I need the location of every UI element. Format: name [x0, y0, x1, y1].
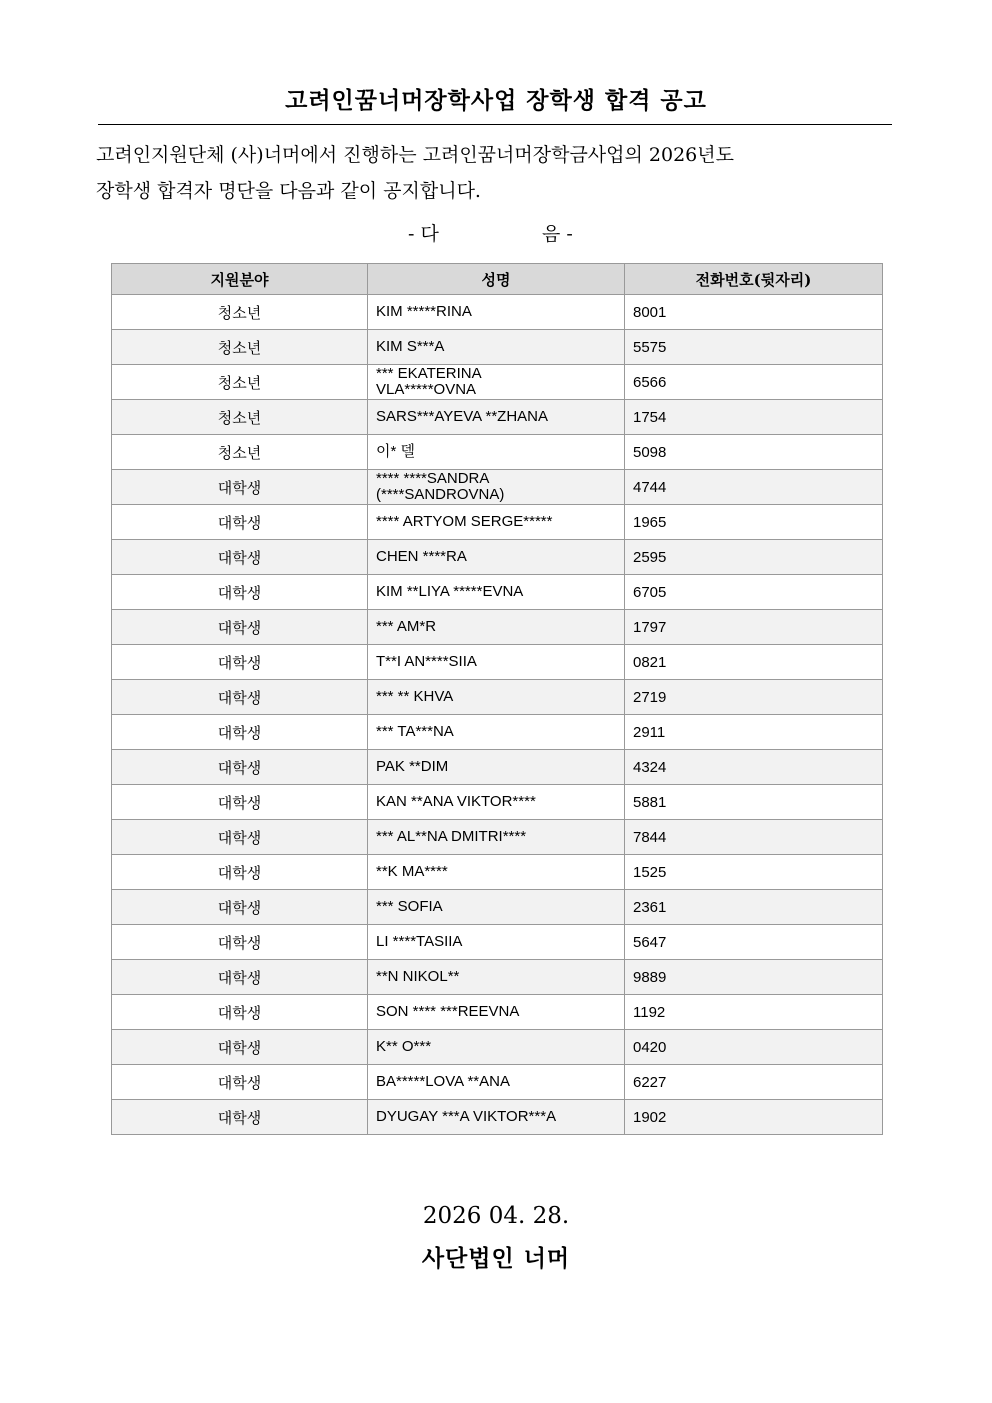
cell-name: *** AL**NA DMITRI****: [368, 820, 625, 855]
cell-category: 대학생: [112, 540, 368, 575]
cell-phone: 1754: [625, 400, 883, 435]
table-row: [112, 890, 883, 925]
cell-name: *** AM*R: [368, 610, 625, 645]
cell-name: *** ** KHVA: [368, 680, 625, 715]
table-row: [112, 610, 883, 645]
cell-category: 대학생: [112, 470, 368, 505]
cell-category: 대학생: [112, 960, 368, 995]
table-row: [112, 365, 883, 400]
cell-category: 대학생: [112, 645, 368, 680]
cell-phone: 2361: [625, 890, 883, 925]
cell-name-line-1: *** EKATERINA: [376, 365, 482, 382]
cell-name: SARS***AYEVA **ZHANA: [368, 400, 625, 435]
cell-name: *** TA***NA: [368, 715, 625, 750]
cell-name-line-2: VLA*****OVNA: [376, 381, 477, 398]
table-row: [112, 925, 883, 960]
intro-paragraph: [96, 137, 896, 209]
cell-category: 대학생: [112, 680, 368, 715]
cell-category: 대학생: [112, 715, 368, 750]
cell-category: 청소년: [112, 435, 368, 470]
cell-name: *** SOFIA: [368, 890, 625, 925]
table-row: [112, 960, 883, 995]
cell-category: 대학생: [112, 890, 368, 925]
cell-name: T**I AN****SIIA: [368, 645, 625, 680]
table-row: [112, 1065, 883, 1100]
cell-phone: 9889: [625, 960, 883, 995]
cell-phone: 5881: [625, 785, 883, 820]
column-header-name: 성명: [368, 264, 625, 295]
cell-name: KIM **LIYA *****EVNA: [368, 575, 625, 610]
table-header-row: [112, 264, 883, 295]
cell-category: 청소년: [112, 295, 368, 330]
table-row: [112, 645, 883, 680]
table-row: [112, 785, 883, 820]
table-row: [112, 680, 883, 715]
cell-phone: 7844: [625, 820, 883, 855]
organization-name: 사단법인 너머: [421, 1245, 571, 1272]
cell-phone: 1902: [625, 1100, 883, 1135]
cell-phone: 6227: [625, 1065, 883, 1100]
cell-category: 대학생: [112, 1100, 368, 1135]
table-row: [112, 505, 883, 540]
cell-name: SON **** ***REEVNA: [368, 995, 625, 1030]
column-header-category: 지원분야: [112, 264, 368, 295]
cell-name: **** ARTYOM SERGE*****: [368, 505, 625, 540]
cell-category: 대학생: [112, 1030, 368, 1065]
cell-name: 이* 델: [368, 435, 625, 470]
cell-phone: 5098: [625, 435, 883, 470]
cell-phone: 0821: [625, 645, 883, 680]
cell-phone: 2595: [625, 540, 883, 575]
cell-category: 대학생: [112, 995, 368, 1030]
table-row: [112, 715, 883, 750]
table-row: [112, 750, 883, 785]
cell-category: 청소년: [112, 330, 368, 365]
cell-name: LI ****TASIIA: [368, 925, 625, 960]
cell-name: CHEN ****RA: [368, 540, 625, 575]
cell-category: 대학생: [112, 750, 368, 785]
cell-category: 대학생: [112, 610, 368, 645]
cell-category: 대학생: [112, 820, 368, 855]
marker-left: - 다: [408, 223, 439, 245]
table-row: [112, 1030, 883, 1065]
marker-right: 음 -: [542, 223, 573, 245]
cell-name: KIM S***A: [368, 330, 625, 365]
cell-name: KAN **ANA VIKTOR****: [368, 785, 625, 820]
title-divider: [98, 124, 892, 125]
cell-name: [368, 365, 625, 400]
table-row: [112, 330, 883, 365]
cell-category: 청소년: [112, 400, 368, 435]
intro-line-1: 고려인지원단체 (사)너머에서 진행하는 고려인꿈너머장학금사업의 2026년도: [96, 144, 734, 166]
table-row: [112, 995, 883, 1030]
table-row: [112, 855, 883, 890]
cell-name-line-2: (****SANDROVNA): [376, 486, 505, 503]
cell-name: K** O***: [368, 1030, 625, 1065]
cell-category: 대학생: [112, 575, 368, 610]
cell-phone: 2719: [625, 680, 883, 715]
cell-category: 대학생: [112, 785, 368, 820]
cell-phone: 1525: [625, 855, 883, 890]
table-row: [112, 470, 883, 505]
cell-name: **N NIKOL**: [368, 960, 625, 995]
cell-phone: 2911: [625, 715, 883, 750]
intro-line-2: 장학생 합격자 명단을 다음과 같이 공지합니다.: [96, 180, 481, 202]
cell-phone: 4324: [625, 750, 883, 785]
table-row: [112, 400, 883, 435]
cell-phone: 5647: [625, 925, 883, 960]
cell-phone: 4744: [625, 470, 883, 505]
scholarship-table: [111, 263, 883, 1135]
cell-category: 대학생: [112, 925, 368, 960]
table-row: [112, 295, 883, 330]
cell-name: PAK **DIM: [368, 750, 625, 785]
cell-name-line-1: **** ****SANDRA: [376, 470, 490, 487]
cell-phone: 6705: [625, 575, 883, 610]
column-header-phone: 전화번호(뒷자리): [625, 264, 883, 295]
cell-name: DYUGAY ***A VIKTOR***A: [368, 1100, 625, 1135]
cell-phone: 1797: [625, 610, 883, 645]
table-row: [112, 540, 883, 575]
cell-phone: 5575: [625, 330, 883, 365]
cell-phone: 8001: [625, 295, 883, 330]
cell-category: 청소년: [112, 365, 368, 400]
announcement-date: 2026 04. 28.: [422, 1203, 570, 1229]
table-row: [112, 435, 883, 470]
cell-phone: 1192: [625, 995, 883, 1030]
cell-name: KIM *****RINA: [368, 295, 625, 330]
cell-category: 대학생: [112, 1065, 368, 1100]
cell-category: 대학생: [112, 855, 368, 890]
cell-phone: 6566: [625, 365, 883, 400]
cell-phone: 0420: [625, 1030, 883, 1065]
page-title: 고려인꿈너머장학사업 장학생 합격 공고: [285, 87, 707, 114]
cell-category: 대학생: [112, 505, 368, 540]
cell-phone: 1965: [625, 505, 883, 540]
cell-name: BA*****LOVA **ANA: [368, 1065, 625, 1100]
cell-name: [368, 470, 625, 505]
table-row: [112, 820, 883, 855]
table-row: [112, 575, 883, 610]
table-row: [112, 1100, 883, 1135]
cell-name: **K MA****: [368, 855, 625, 890]
